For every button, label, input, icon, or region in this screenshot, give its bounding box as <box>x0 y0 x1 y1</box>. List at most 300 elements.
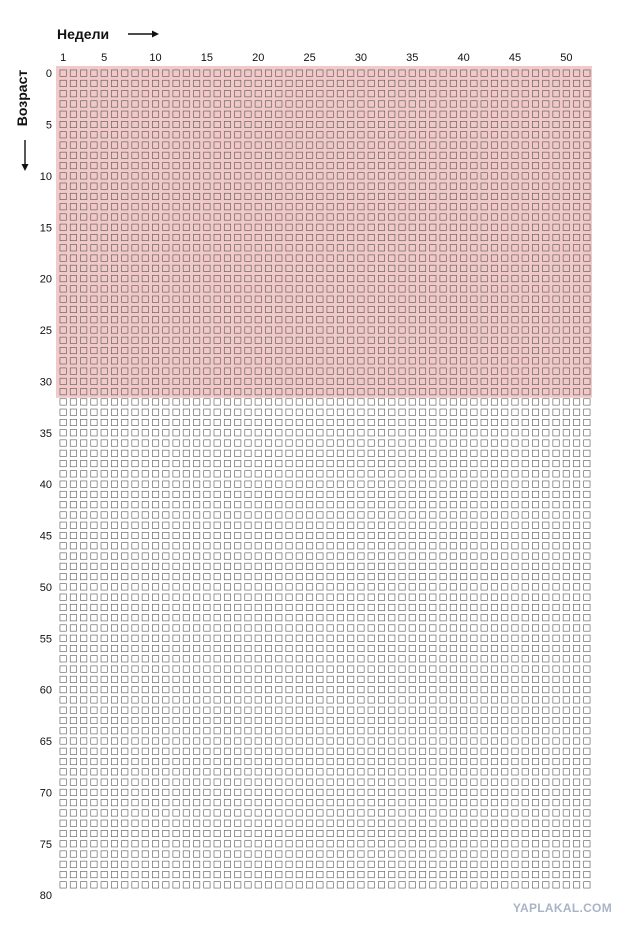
week-box <box>389 625 395 631</box>
week-box <box>101 738 107 744</box>
week-box <box>337 512 343 518</box>
week-box <box>502 738 508 744</box>
week-box <box>91 512 97 518</box>
week-box <box>193 882 199 888</box>
week-box <box>286 543 292 549</box>
week-box <box>368 697 374 703</box>
week-box <box>522 635 528 641</box>
week-box <box>450 615 456 621</box>
week-row-year-68 <box>60 769 590 775</box>
week-box <box>399 543 405 549</box>
week-box <box>70 697 76 703</box>
week-box <box>399 748 405 754</box>
week-box <box>450 512 456 518</box>
week-box <box>286 532 292 538</box>
week-box <box>460 471 466 477</box>
week-box <box>204 553 210 559</box>
week-box <box>471 471 477 477</box>
week-box <box>80 594 86 600</box>
week-box <box>327 419 333 425</box>
week-box <box>573 799 579 805</box>
week-box <box>235 799 241 805</box>
week-box <box>399 419 405 425</box>
week-box <box>460 645 466 651</box>
week-box <box>327 491 333 497</box>
week-box <box>532 440 538 446</box>
y-axis-arrow-icon <box>22 140 29 171</box>
week-box <box>522 532 528 538</box>
week-box <box>573 563 579 569</box>
week-box <box>265 399 271 405</box>
week-box <box>450 810 456 816</box>
week-box <box>389 707 395 713</box>
week-box <box>440 758 446 764</box>
week-box <box>512 430 518 436</box>
week-box <box>512 409 518 415</box>
week-box <box>224 584 230 590</box>
y-tick-label: 20 <box>39 273 52 286</box>
week-box <box>214 676 220 682</box>
week-row-year-44 <box>60 522 590 528</box>
week-box <box>204 430 210 436</box>
week-box <box>152 830 158 836</box>
week-box <box>111 779 117 785</box>
week-box <box>91 532 97 538</box>
week-box <box>60 748 66 754</box>
week-box <box>563 635 569 641</box>
week-box <box>481 717 487 723</box>
week-box <box>70 799 76 805</box>
week-box <box>60 553 66 559</box>
week-box <box>173 563 179 569</box>
week-box <box>296 604 302 610</box>
week-box <box>204 604 210 610</box>
week-box <box>430 645 436 651</box>
week-box <box>152 871 158 877</box>
week-box <box>152 707 158 713</box>
week-box <box>214 471 220 477</box>
week-box <box>142 758 148 764</box>
week-box <box>573 871 579 877</box>
week-box <box>152 697 158 703</box>
week-box <box>183 820 189 826</box>
week-box <box>265 419 271 425</box>
week-box <box>419 481 425 487</box>
week-box <box>440 882 446 888</box>
week-box <box>235 573 241 579</box>
week-box <box>522 594 528 600</box>
week-box <box>378 882 384 888</box>
week-box <box>409 563 415 569</box>
week-box <box>152 748 158 754</box>
week-box <box>419 471 425 477</box>
week-box <box>491 399 497 405</box>
week-box <box>142 399 148 405</box>
week-box <box>337 625 343 631</box>
week-box <box>563 656 569 662</box>
week-box <box>573 738 579 744</box>
week-box <box>122 573 128 579</box>
week-box <box>512 399 518 405</box>
week-box <box>378 656 384 662</box>
week-box <box>460 553 466 559</box>
week-box <box>286 810 292 816</box>
week-box <box>306 779 312 785</box>
week-box <box>399 820 405 826</box>
week-box <box>471 758 477 764</box>
week-box <box>183 481 189 487</box>
week-box <box>563 830 569 836</box>
week-box <box>152 635 158 641</box>
week-box <box>265 758 271 764</box>
week-box <box>101 450 107 456</box>
week-box <box>563 491 569 497</box>
week-box <box>224 769 230 775</box>
week-box <box>532 553 538 559</box>
week-box <box>132 697 138 703</box>
week-box <box>286 789 292 795</box>
week-box <box>142 615 148 621</box>
week-box <box>163 728 169 734</box>
week-box <box>573 841 579 847</box>
week-box <box>358 512 364 518</box>
x-tick-label: 35 <box>406 52 419 64</box>
week-box <box>142 717 148 723</box>
week-box <box>481 460 487 466</box>
week-box <box>193 707 199 713</box>
week-box <box>409 645 415 651</box>
week-box <box>122 543 128 549</box>
week-box <box>70 615 76 621</box>
week-box <box>111 656 117 662</box>
week-box <box>563 502 569 508</box>
week-box <box>553 882 559 888</box>
week-box <box>573 717 579 723</box>
week-box <box>512 563 518 569</box>
week-box <box>142 419 148 425</box>
week-box <box>265 502 271 508</box>
week-box <box>265 841 271 847</box>
week-box <box>502 861 508 867</box>
week-box <box>543 851 549 857</box>
week-box <box>317 543 323 549</box>
week-box <box>512 676 518 682</box>
week-box <box>265 707 271 713</box>
week-box <box>245 769 251 775</box>
week-box <box>502 584 508 590</box>
week-box <box>276 460 282 466</box>
week-box <box>389 686 395 692</box>
x-tick-label: 30 <box>354 52 368 64</box>
week-box <box>60 686 66 692</box>
week-box <box>306 430 312 436</box>
week-box <box>440 686 446 692</box>
week-box <box>543 491 549 497</box>
week-box <box>450 553 456 559</box>
week-box <box>204 707 210 713</box>
week-box <box>204 440 210 446</box>
week-box <box>327 512 333 518</box>
week-box <box>399 409 405 415</box>
week-box <box>532 502 538 508</box>
week-box <box>543 584 549 590</box>
week-box <box>450 450 456 456</box>
week-box <box>101 409 107 415</box>
week-box <box>532 543 538 549</box>
week-box <box>224 553 230 559</box>
week-box <box>481 882 487 888</box>
week-box <box>163 522 169 528</box>
week-box <box>573 645 579 651</box>
week-box <box>142 861 148 867</box>
week-box <box>358 830 364 836</box>
week-box <box>543 728 549 734</box>
week-box <box>204 810 210 816</box>
week-box <box>471 553 477 559</box>
week-box <box>553 450 559 456</box>
week-box <box>204 769 210 775</box>
week-box <box>193 676 199 682</box>
week-box <box>317 799 323 805</box>
week-box <box>111 584 117 590</box>
week-box <box>317 502 323 508</box>
week-box <box>471 512 477 518</box>
week-box <box>101 481 107 487</box>
week-box <box>399 625 405 631</box>
week-box <box>563 532 569 538</box>
week-row-year-57 <box>60 656 590 662</box>
week-box <box>378 789 384 795</box>
week-box <box>296 738 302 744</box>
week-box <box>512 769 518 775</box>
week-box <box>460 871 466 877</box>
week-box <box>255 830 261 836</box>
week-box <box>183 450 189 456</box>
week-box <box>399 481 405 487</box>
week-box <box>101 430 107 436</box>
week-box <box>430 717 436 723</box>
week-box <box>101 532 107 538</box>
week-box <box>265 686 271 692</box>
week-box <box>163 676 169 682</box>
week-box <box>460 502 466 508</box>
y-tick-label: 5 <box>45 119 52 132</box>
week-box <box>255 717 261 723</box>
week-box <box>245 758 251 764</box>
week-box <box>491 676 497 682</box>
week-box <box>502 882 508 888</box>
week-box <box>152 820 158 826</box>
week-box <box>296 779 302 785</box>
week-box <box>553 676 559 682</box>
week-box <box>122 471 128 477</box>
week-box <box>460 686 466 692</box>
week-box <box>245 573 251 579</box>
week-box <box>193 686 199 692</box>
week-box <box>183 676 189 682</box>
week-box <box>512 871 518 877</box>
week-box <box>173 789 179 795</box>
week-box <box>347 522 353 528</box>
week-box <box>142 573 148 579</box>
week-box <box>245 882 251 888</box>
week-box <box>296 645 302 651</box>
week-box <box>450 799 456 805</box>
week-box <box>502 450 508 456</box>
week-box <box>491 481 497 487</box>
week-box <box>235 502 241 508</box>
week-box <box>132 471 138 477</box>
week-box <box>193 851 199 857</box>
week-box <box>60 450 66 456</box>
week-box <box>276 430 282 436</box>
week-box <box>573 553 579 559</box>
week-box <box>286 645 292 651</box>
week-box <box>337 440 343 446</box>
week-box <box>296 635 302 641</box>
week-box <box>235 686 241 692</box>
week-box <box>440 512 446 518</box>
week-box <box>450 666 456 672</box>
week-box <box>440 728 446 734</box>
week-box <box>255 676 261 682</box>
week-box <box>460 717 466 723</box>
week-box <box>70 666 76 672</box>
week-box <box>245 543 251 549</box>
week-box <box>317 717 323 723</box>
week-box <box>101 522 107 528</box>
week-box <box>419 748 425 754</box>
week-box <box>193 450 199 456</box>
week-box <box>347 584 353 590</box>
week-box <box>60 728 66 734</box>
week-box <box>60 799 66 805</box>
week-box <box>70 594 76 600</box>
week-box <box>142 789 148 795</box>
week-box <box>491 584 497 590</box>
week-box <box>471 728 477 734</box>
week-box <box>563 789 569 795</box>
week-box <box>471 707 477 713</box>
week-row-year-33 <box>60 409 590 415</box>
week-box <box>224 871 230 877</box>
week-box <box>132 584 138 590</box>
week-box <box>532 460 538 466</box>
week-box <box>512 419 518 425</box>
week-box <box>347 399 353 405</box>
week-box <box>60 861 66 867</box>
week-box <box>532 584 538 590</box>
week-box <box>368 543 374 549</box>
week-box <box>163 830 169 836</box>
week-box <box>80 573 86 579</box>
week-box <box>419 450 425 456</box>
week-box <box>502 573 508 579</box>
week-box <box>440 645 446 651</box>
week-box <box>399 553 405 559</box>
week-box <box>80 656 86 662</box>
week-box <box>430 789 436 795</box>
week-box <box>471 882 477 888</box>
week-box <box>122 512 128 518</box>
week-box <box>460 779 466 785</box>
week-box <box>378 686 384 692</box>
week-box <box>368 779 374 785</box>
week-box <box>214 841 220 847</box>
week-box <box>163 563 169 569</box>
y-tick-label: 60 <box>39 684 52 697</box>
week-box <box>563 460 569 466</box>
week-box <box>378 460 384 466</box>
week-box <box>111 409 117 415</box>
week-box <box>101 871 107 877</box>
week-box <box>440 573 446 579</box>
week-box <box>224 594 230 600</box>
week-box <box>152 789 158 795</box>
week-box <box>111 769 117 775</box>
week-box <box>543 625 549 631</box>
week-box <box>430 471 436 477</box>
week-box <box>235 676 241 682</box>
week-box <box>255 460 261 466</box>
week-box <box>245 512 251 518</box>
week-box <box>409 882 415 888</box>
week-box <box>347 799 353 805</box>
week-box <box>440 419 446 425</box>
y-tick-label: 0 <box>45 68 52 81</box>
week-box <box>491 779 497 785</box>
week-box <box>265 604 271 610</box>
week-box <box>512 625 518 631</box>
week-box <box>358 573 364 579</box>
week-box <box>378 399 384 405</box>
week-box <box>306 563 312 569</box>
week-box <box>255 615 261 621</box>
week-box <box>152 594 158 600</box>
week-box <box>306 450 312 456</box>
week-box <box>255 481 261 487</box>
week-box <box>276 502 282 508</box>
week-box <box>502 871 508 877</box>
week-box <box>430 399 436 405</box>
week-box <box>80 532 86 538</box>
week-box <box>235 738 241 744</box>
week-box <box>255 861 261 867</box>
week-box <box>553 666 559 672</box>
week-box <box>224 748 230 754</box>
week-box <box>491 861 497 867</box>
week-box <box>70 625 76 631</box>
week-box <box>471 635 477 641</box>
week-box <box>368 399 374 405</box>
week-box <box>255 645 261 651</box>
week-box <box>214 707 220 713</box>
week-box <box>183 728 189 734</box>
week-box <box>142 604 148 610</box>
week-box <box>327 563 333 569</box>
week-box <box>142 502 148 508</box>
week-box <box>450 769 456 775</box>
week-box <box>111 717 117 723</box>
week-box <box>573 758 579 764</box>
week-box <box>378 481 384 487</box>
week-box <box>450 738 456 744</box>
week-box <box>460 615 466 621</box>
week-box <box>296 532 302 538</box>
week-box <box>440 584 446 590</box>
week-box <box>235 810 241 816</box>
week-box <box>235 522 241 528</box>
